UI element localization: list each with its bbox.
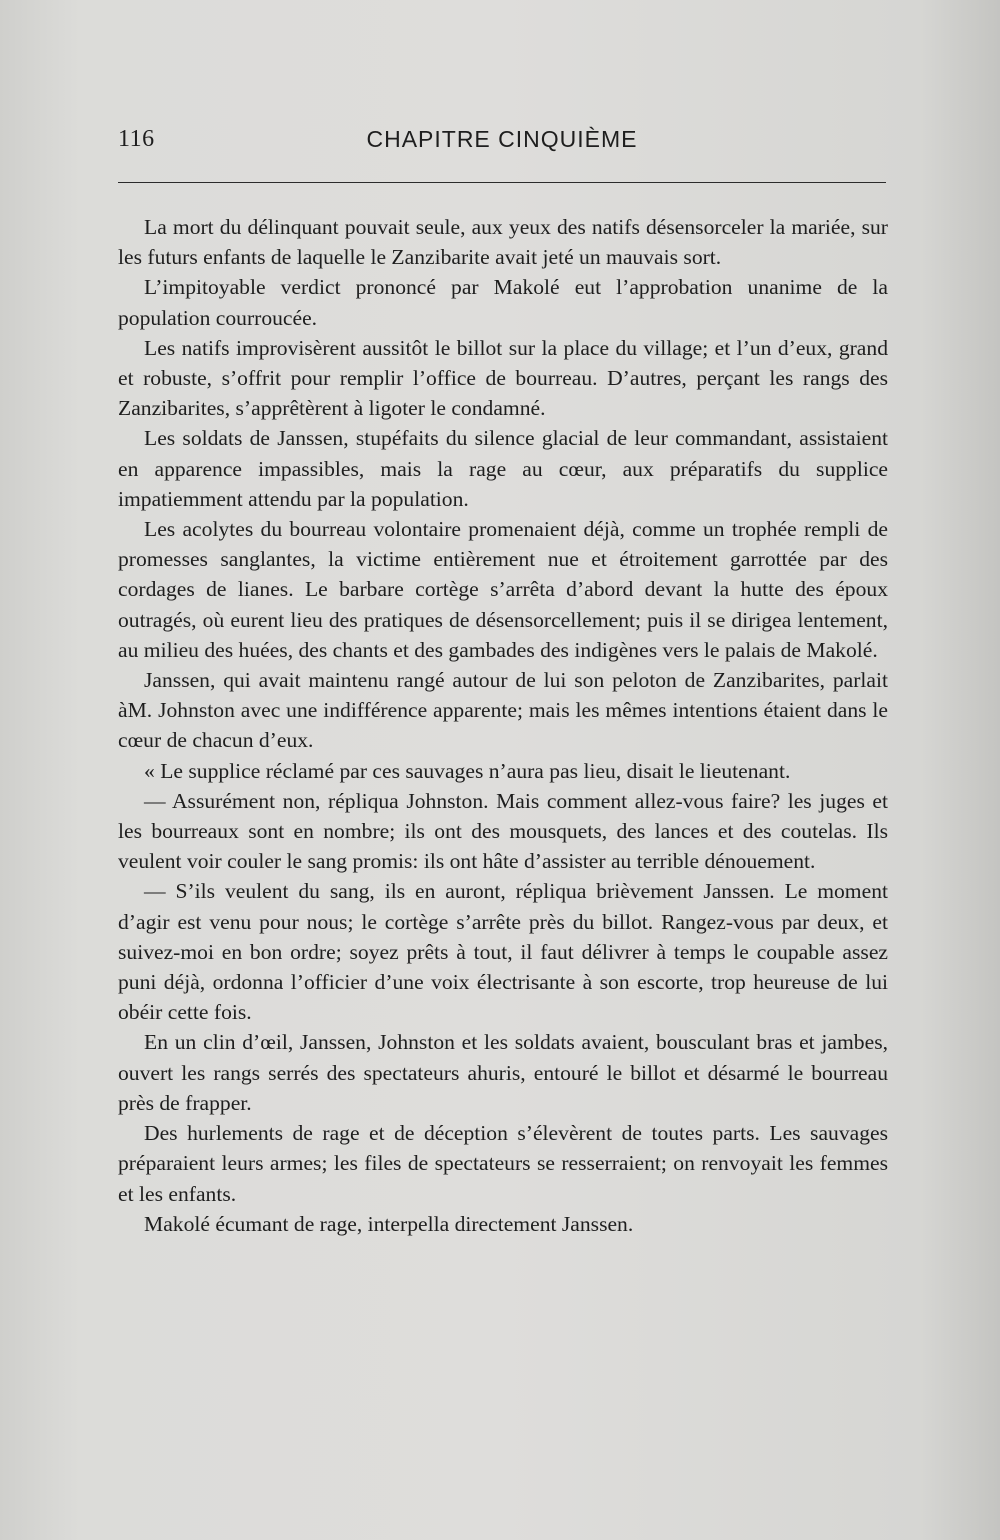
page-header xyxy=(118,122,886,158)
paragraph: La mort du délinquant pouvait seule, aux yeux des natifs désensorceler la mariée, sur les futurs enfants de laquelle le Zanzibarite avait jeté un mauvais sort. xyxy=(118,215,888,270)
paragraph: Les acolytes du bourreau volontaire promenaient déjà, comme un trophée rempli de promesses sanglantes, la victime entièrement nue et étroitement garrottée par des cordages de lianes. Le barbare cortège s’arrêta d’abord devant la hutte des époux outragés, où eurent lieu des pratiques de désensorcellement; puis il se dirigea lentement, au milieu des huées, des chants et des gambades des indigènes vers le palais de Makolé. xyxy=(118,517,888,662)
paragraph: Les soldats de Janssen, stupéfaits du silence glacial de leur commandant, assistaient en apparence impassibles, mais la rage au cœur, aux préparatifs du supplice impatiemment attendu par la population. xyxy=(118,426,888,511)
header-rule xyxy=(118,182,886,183)
paragraph: — S’ils veulent du sang, ils en auront, répliqua brièvement Janssen. Le moment d’agir est venu pour nous; le cortège s’arrête près du billot. Rangez-vous par deux, et suivez-moi en bon ordre; soyez prêts à tout, il faut délivrer à temps le coupable assez puni déjà, ordonna l’officier d’une voix électrisante à son escorte, trop heureuse de lui obéir cette fois. xyxy=(118,879,888,1025)
running-title: CHAPITRE CINQUIÈME xyxy=(366,126,638,152)
paragraph: Des hurlements de rage et de déception s’élevèrent de toutes parts. Les sauvages préparaient leurs armes; les files de spectateurs se resserraient; on renvoyait les femmes et les enfants. xyxy=(118,1121,888,1206)
paragraph: Makolé écumant de rage, interpella directement Janssen. xyxy=(144,1211,634,1236)
paragraph: En un clin d’œil, Janssen, Johnston et les soldats avaient, bousculant bras et jambes, ouvert les rangs serrés des spectateurs ahuris, entouré le billot et désarmé le bourreau près de frapper. xyxy=(118,1030,888,1115)
paragraph: L’impitoyable verdict prononcé par Makolé eut l’approbation unanime de la population courroucée. xyxy=(118,275,888,330)
paragraph: « Le supplice réclamé par ces sauvages n’aura pas lieu, disait le lieutenant. xyxy=(144,758,791,783)
paragraph: Janssen, qui avait maintenu rangé autour de lui son peloton de Zanzibarites, parlait àM. Johnston avec une indifférence apparente; mais les mêmes intentions étaient dans le cœur de chacun d’eux. xyxy=(118,668,888,753)
paragraph: Les natifs improvisèrent aussitôt le billot sur la place du village; et l’un d’eux, grand et robuste, s’offrit pour remplir l’office de bourreau. D’autres, perçant les rangs des Zanzibarites, s’apprêtèrent à ligoter le condamné. xyxy=(118,335,888,421)
page-number: 116 xyxy=(118,126,155,152)
paragraph: — Assurément non, répliqua Johnston. Mais comment allez-vous faire? les juges et les bourreaux sont en nombre; ils ont des mousquets, des lances et des coutelas. Ils veulent voir couler le sang promis: ils ont hâte d’assister au terrible dénouement. xyxy=(118,788,888,874)
body-text xyxy=(118,212,888,1239)
